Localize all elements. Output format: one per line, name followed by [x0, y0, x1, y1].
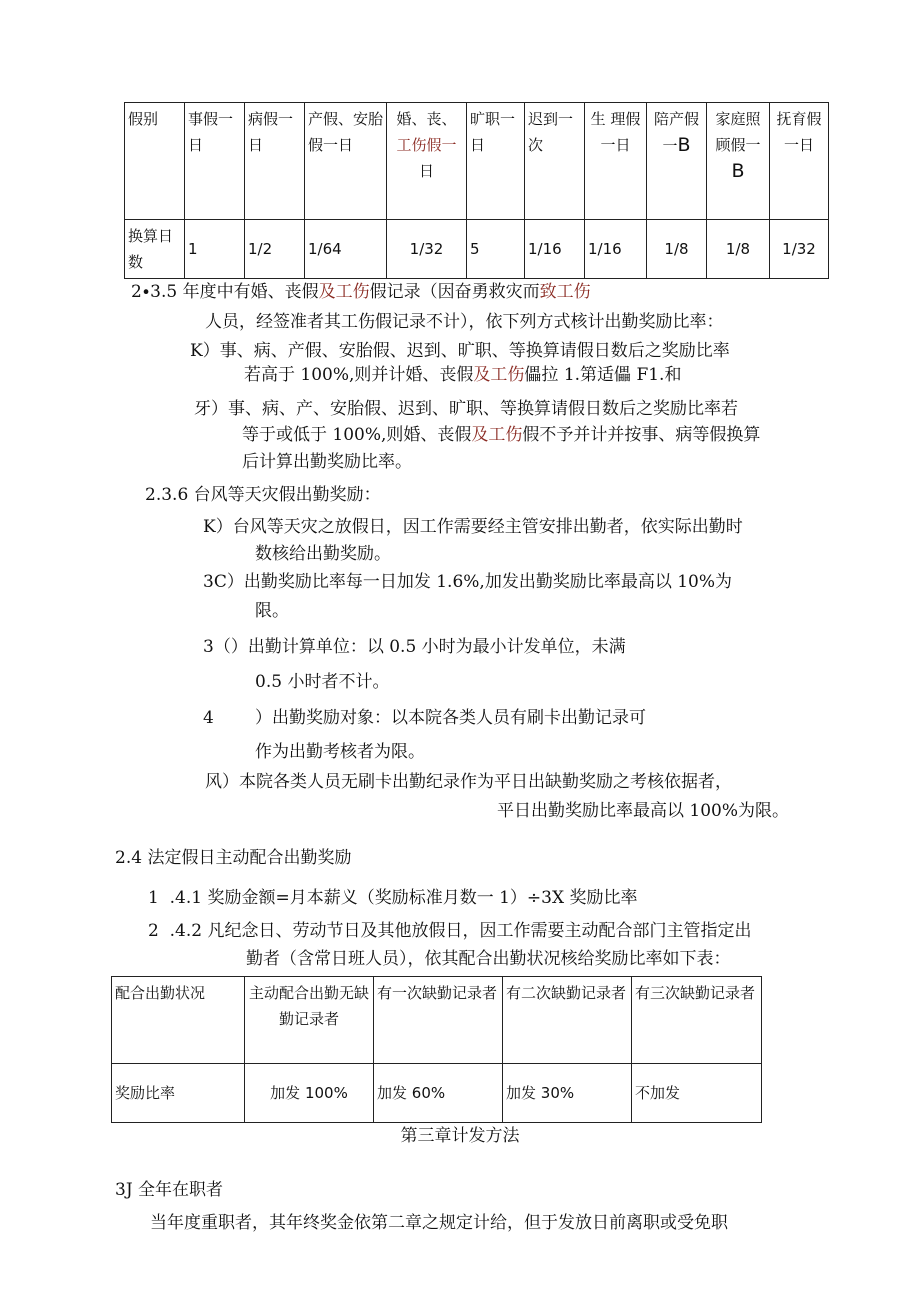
list-item: 风）本院各类人员无刷卡出勤纪录作为平日出缺勤奖励之考核依据者，	[205, 772, 732, 792]
paragraph-line: 1 .4.1 奖励金额=月本薪义（奖励标准月数一 1）÷3X 奖励比率	[148, 888, 638, 908]
table-cell: 1	[185, 220, 245, 279]
table-row	[112, 1064, 762, 1123]
paragraph-line: 若高于 100%,则并计婚、丧假及工伤儡拉 1.第适儡 F1.和	[244, 365, 682, 385]
table-cell: 1/2	[245, 220, 305, 279]
table-cell: 不加发	[632, 1064, 762, 1123]
column-header: 旷职一日	[467, 103, 525, 220]
column-header: 陪产假一B	[647, 103, 707, 220]
row-label: 换算日数	[125, 220, 185, 279]
header-label: 配合出勤状况	[112, 977, 245, 1064]
header-label: 假别	[125, 103, 185, 220]
list-item: ）出勤奖励对象：以本院各类人员有刷卡出勤记录可	[255, 708, 646, 728]
list-item: K）台风等天灾之放假日，因工作需要经主管安排出勤者，依实际出勤时	[203, 517, 743, 537]
paragraph-line: 勤者（含常日班人员），依其配合出勤状况核给奖励比率如下表：	[246, 949, 731, 969]
column-header: 产假、安胎假一日	[305, 103, 387, 220]
chapter-title: 第三章计发方法	[400, 1126, 520, 1146]
paragraph-line: 数核给出勤奖励。	[255, 544, 391, 564]
column-header: 有一次缺勤记录者	[374, 977, 503, 1064]
paragraph-line: 限。	[255, 601, 289, 621]
column-header: 抚育假一日	[770, 103, 829, 220]
section-31-heading: 3J 全年在职者	[115, 1180, 224, 1200]
column-header: 有二次缺勤记录者	[503, 977, 632, 1064]
paragraph-line: 当年度重职者，其年终奖金依第二章之规定计给，但于发放日前离职或受免职	[150, 1213, 728, 1233]
table-header-row	[125, 103, 829, 220]
column-header: 主动配合出勤无缺勤记录者	[245, 977, 374, 1064]
column-header: 婚、丧、工伤假一 日	[387, 103, 467, 220]
table-cell: 加发 60%	[374, 1064, 503, 1123]
list-item: 牙）事、病、产、安胎假、迟到、旷职、等换算请假日数后之奖励比率若	[194, 399, 738, 419]
table-cell: 加发 30%	[503, 1064, 632, 1123]
table-cell: 1/8	[707, 220, 770, 279]
table-cell: 5	[467, 220, 525, 279]
paragraph-line: 后计算出勤奖励比率。	[242, 452, 412, 472]
column-header: 生 理假一日	[585, 103, 647, 220]
leave-conversion-table	[124, 102, 829, 279]
paragraph-line: 平日出勤奖励比率最高以 100%为限。	[497, 801, 790, 821]
section-235-heading: 2∙3.5 年度中有婚、丧假及工伤假记录（因奋勇救灾而致工伤	[131, 282, 591, 302]
column-header: 有三次缺勤记录者	[632, 977, 762, 1064]
row-label: 奖励比率	[112, 1064, 245, 1123]
list-item: 3（）出勤计算单位：以 0.5 小时为最小计发单位，未满	[203, 637, 626, 657]
section-24-heading: 2.4 法定假日主动配合出勤奖励	[115, 848, 352, 868]
table-cell: 1/64	[305, 220, 387, 279]
list-item: K）事、病、产假、安胎假、迟到、旷职、等换算请假日数后之奖励比率	[190, 341, 730, 361]
bonus-ratio-table	[111, 976, 762, 1123]
table-cell: 加发 100%	[245, 1064, 374, 1123]
column-header: 家庭照顾假一 B	[707, 103, 770, 220]
paragraph-line: 等于或低于 100%,则婚、丧假及工伤假不予并计并按事、病等假换算	[242, 425, 761, 445]
column-header: 病假一日	[245, 103, 305, 220]
paragraph-line: 人员，经签准者其工伤假记录不计），依下列方式核计出勤奖励比率：	[205, 312, 724, 332]
table-cell: 1/32	[770, 220, 829, 279]
list-item: 3C）出勤奖励比率每一日加发 1.6%,加发出勤奖励比率最高以 10%为	[203, 572, 733, 592]
paragraph-line: 作为出勤考核者为限。	[255, 742, 425, 762]
table-header-row	[112, 977, 762, 1064]
table-cell: 1/8	[647, 220, 707, 279]
table-cell: 1/16	[585, 220, 647, 279]
table-cell: 1/32	[387, 220, 467, 279]
paragraph-line: 0.5 小时者不计。	[255, 672, 390, 692]
column-header: 迟到一次	[525, 103, 585, 220]
column-header: 事假一日	[185, 103, 245, 220]
table-cell: 1/16	[525, 220, 585, 279]
section-236-heading: 2.3.6 台风等天灾假出勤奖励：	[145, 485, 381, 505]
list-item-number: 4	[203, 708, 214, 728]
paragraph-line: 2 .4.2 凡纪念日、劳动节日及其他放假日，因工作需要主动配合部门主管指定出	[148, 921, 752, 941]
table-row	[125, 220, 829, 279]
